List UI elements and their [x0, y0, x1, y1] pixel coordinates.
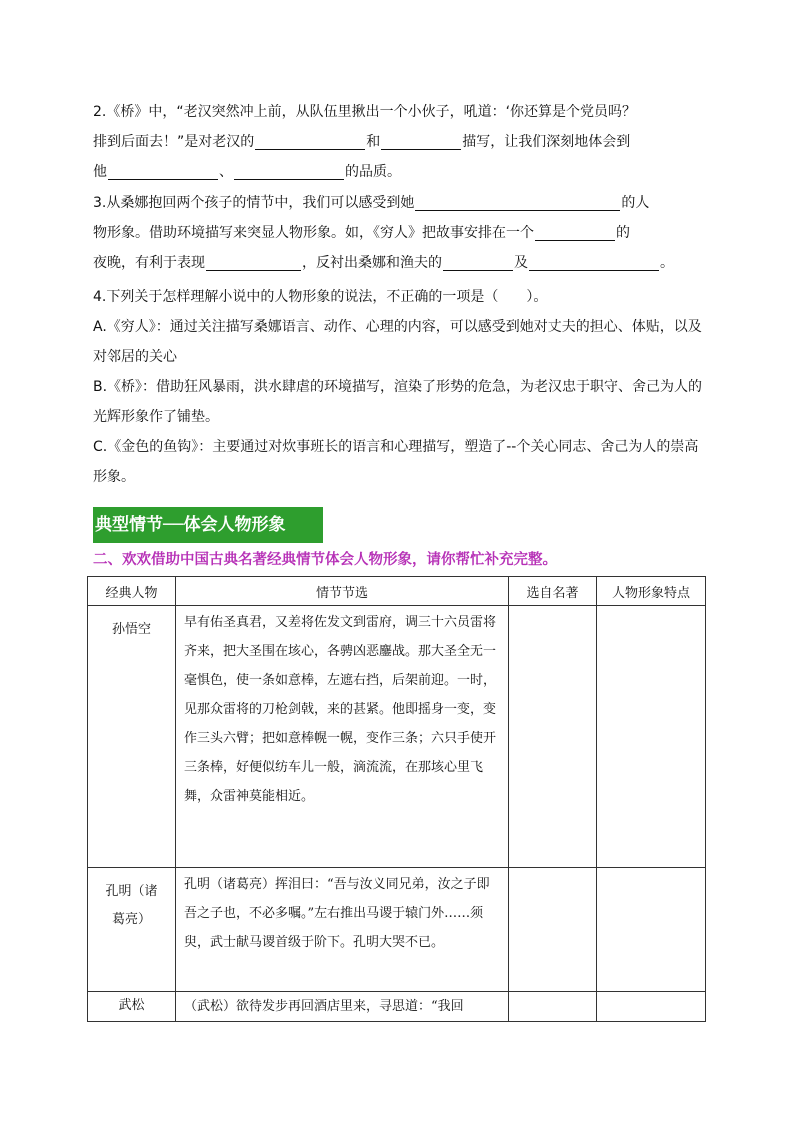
question-3 [93, 188, 705, 278]
question-3-line-1: 3.从桑娜抱回两个孩子的情节中，我们可以感受到她 的人 [93, 188, 705, 218]
section-2-title: 二、欢欢借助中国古典名著经典情节体会人物形象，请你帮忙补充完整。 [93, 552, 557, 568]
header-passage: 情节节选 [176, 577, 509, 606]
traits-cell[interactable] [597, 868, 706, 992]
question-4-stem: 4.下列关于怎样理解小说中的人物形象的说法，不正确的一项是（ ）。 [93, 289, 548, 305]
passage-text: 孔明（诸葛亮）挥泪曰：“吾与汝义同兄弟，汝之子即吾之子也，不必多嘱。”左右推出马谡于辕门外……须臾，武士献马谡首级于阶下。孔明大哭不已。 [176, 868, 509, 992]
question-2-line-1: 2.《桥》中，“老汉突然冲上前，从队伍里揪出一个小伙子，吼道：‘你还算是个党员吗？ [93, 104, 637, 120]
book-cell[interactable] [509, 606, 597, 868]
answer-blank[interactable] [234, 161, 344, 180]
question-2 [93, 97, 705, 187]
question-2-line-3: 他 、 的品质。 [93, 157, 705, 187]
table-row [88, 868, 706, 992]
answer-blank[interactable] [415, 192, 620, 211]
character-name: 武松 [88, 992, 176, 1022]
question-3-line-2: 物形象。借助环境描写来突显人物形象。如，《穷人》把故事安排在一个 的 [93, 218, 705, 248]
book-cell[interactable] [509, 868, 597, 992]
table-row [88, 606, 706, 868]
question-4 [93, 282, 705, 492]
option-b: B.《桥》：借助狂风暴雨，洪水肆虐的环境描写，渲染了形势的危急，为老汉忠于职守、舍己为人的光辉形象作了铺垫。 [93, 379, 703, 425]
traits-cell[interactable] [597, 606, 706, 868]
passage-text: 早有佑圣真君，又差将佐发文到雷府，调三十六员雷将齐来，把大圣围在垓心，各骋凶恶鏖战。那大圣全无一毫惧色，使一条如意棒，左遮右挡，后架前迎。一时，见那众雷将的刀枪剑戟，来的甚紧。他即摇身一变，变作三头六臂；把如意棒幌一幌，变作三条；六只手使开三条棒，好便似纺车儿一般，滴流流，在那垓心里飞舞，众雷神莫能相近。 [176, 606, 509, 868]
answer-blank[interactable] [443, 252, 513, 271]
section-banner: 典型情节──体会人物形象 [93, 507, 323, 543]
option-a: A.《穷人》：通过关注描写桑娜语言、动作、心理的内容，可以感受到她对丈夫的担心、体贴，以及对邻居的关心 [93, 319, 702, 365]
answer-blank[interactable] [381, 131, 461, 150]
book-cell[interactable] [509, 992, 597, 1022]
answer-blank[interactable] [108, 161, 218, 180]
traits-cell[interactable] [597, 992, 706, 1022]
answer-blank[interactable] [529, 252, 659, 271]
header-character: 经典人物 [88, 577, 176, 606]
answer-blank[interactable] [255, 131, 365, 150]
header-traits: 人物形象特点 [597, 577, 706, 606]
table-header-row [88, 577, 706, 606]
option-c: C.《金色的鱼钩》：主要通过对炊事班长的语言和心理描写，塑造了--个关心同志、舍己为人的崇高形象。 [93, 439, 699, 485]
question-3-line-3: 夜晚，有利于表现 ，反衬出桑娜和渔夫的 及 。 [93, 248, 705, 278]
header-book: 选自名著 [509, 577, 597, 606]
character-name: 孔明（诸葛亮） [88, 868, 176, 992]
table-row [88, 992, 706, 1022]
passage-text: （武松）欲待发步再回酒店里来，寻思道：“我回 [176, 992, 509, 1022]
characters-table [87, 576, 706, 1022]
answer-blank[interactable] [206, 252, 301, 271]
character-name: 孙悟空 [88, 606, 176, 868]
answer-blank[interactable] [535, 222, 615, 241]
question-2-line-2: 排到后面去！”是对老汉的 和 描写，让我们深刻地体会到 [93, 127, 705, 157]
